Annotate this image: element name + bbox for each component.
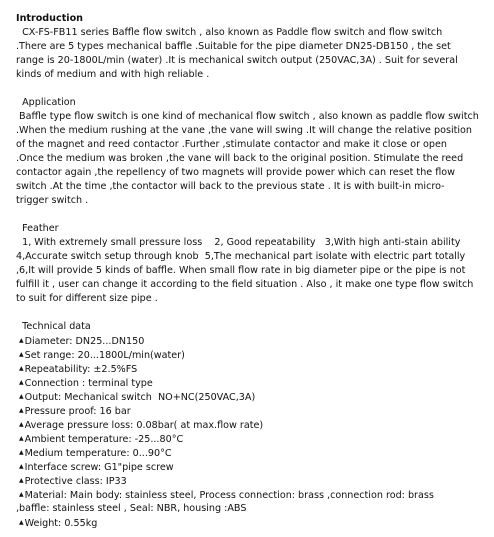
application-line: .Once the medium was broken ,the vane will back to the original position. Stimulate the reed <box>16 153 464 164</box>
bullet-triangle-icon: ▲ <box>19 379 24 386</box>
bullet-triangle-icon: ▲ <box>19 491 24 498</box>
bullet-triangle-icon: ▲ <box>19 463 24 470</box>
spec-item <box>19 488 434 502</box>
spec-text: Repeatability: ±2.5%FS <box>24 364 138 375</box>
introduction-line: CX-FS-FB11 series Baffle flow switch , also known as Paddle flow switch and flow switch <box>16 27 443 38</box>
spec-text: Ambient temperature: -25...80°C <box>24 434 184 445</box>
bullet-triangle-icon: ▲ <box>19 477 24 484</box>
bullet-triangle-icon: ▲ <box>19 421 24 428</box>
bullet-triangle-icon: ▲ <box>19 449 24 456</box>
bullet-triangle-icon: ▲ <box>19 435 24 442</box>
feather-line: fulfill it , user can change it according to the field situation . Also , it make one type flow switch <box>16 279 474 290</box>
spec-item <box>19 348 185 362</box>
spec-text: Output: Mechanical switch NO+NC(250VAC,3A) <box>24 392 256 403</box>
introduction-heading: Introduction <box>16 13 83 24</box>
bullet-triangle-icon: ▲ <box>19 365 24 372</box>
bullet-triangle-icon: ▲ <box>19 407 24 414</box>
technical-data-heading: Technical data <box>16 321 91 332</box>
feather-heading: Feather <box>16 223 59 234</box>
feather-line: to suit for different size pipe . <box>16 293 158 304</box>
spec-text: Average pressure loss: 0.08bar( at max.flow rate) <box>24 420 264 431</box>
introduction-line: range is 20-1800L/min (water) .It is mechanical switch output (250VAC,3A) . Suit for several <box>16 55 458 66</box>
spec-item <box>19 474 127 488</box>
introduction-line: kinds of medium and with high reliable . <box>16 69 210 80</box>
spec-item <box>19 516 97 530</box>
spec-text: Material: Main body: stainless steel, Process connection: brass ,connection rod: brass <box>24 490 434 501</box>
spec-item <box>19 404 131 418</box>
spec-item <box>19 432 183 446</box>
spec-text: Diameter: DN25...DN150 <box>24 336 145 347</box>
bullet-triangle-icon: ▲ <box>19 337 24 344</box>
spec-item <box>19 418 263 432</box>
spec-text: Set range: 20...1800L/min(water) <box>24 350 185 361</box>
spec-item <box>19 446 172 460</box>
bullet-triangle-icon: ▲ <box>19 519 24 526</box>
application-line: of the magnet and reed contactor .Further ,stimulate contactor and make it close or open <box>16 139 448 150</box>
spec-text: Weight: 0.55kg <box>24 518 98 529</box>
feather-line: ,6,It will provide 5 kinds of baffle. When small flow rate in big diameter pipe or the pipe is not <box>16 265 466 276</box>
application-line: trigger switch . <box>16 195 89 206</box>
bullet-triangle-icon: ▲ <box>19 351 24 358</box>
spec-continuation: ,baffle: stainless steel , Seal: NBR, housing :ABS <box>16 503 247 514</box>
spec-text: Connection : terminal type <box>24 378 153 389</box>
introduction-line: .There are 5 types mechanical baffle .Suitable for the pipe diameter DN25-DB150 , the set <box>16 41 451 52</box>
spec-text: Interface screw: G1"pipe screw <box>24 462 174 473</box>
spec-text: Protective class: IP33 <box>24 476 127 487</box>
feather-line: 4,Accurate switch setup through knob 5,The mechanical part isolate with electric part totally <box>16 251 466 262</box>
spec-text: Pressure proof: 16 bar <box>24 406 131 417</box>
application-line: switch .At the time ,the contactor will back to the previous state . It is with built-in micro- <box>16 181 445 192</box>
spec-item <box>19 460 174 474</box>
spec-item <box>19 334 144 348</box>
application-heading: Application <box>16 97 76 108</box>
application-line: contactor again ,the repellency of two magnets will provide power which can reset the flow <box>16 167 455 178</box>
spec-text: Medium temperature: 0...90°C <box>24 448 172 459</box>
spec-item <box>19 390 255 404</box>
application-line: Baffle type flow switch is one kind of mechanical flow switch , also known as paddle flow switch <box>16 111 479 122</box>
spec-item <box>19 362 137 376</box>
application-line: .When the medium rushing at the vane ,the vane will swing .It will change the relative position <box>16 125 473 136</box>
bullet-triangle-icon: ▲ <box>19 393 24 400</box>
spec-item <box>19 376 153 390</box>
feather-line: 1, With extremely small pressure loss 2, Good repeatability 3,With high anti-stain ability <box>16 237 461 248</box>
